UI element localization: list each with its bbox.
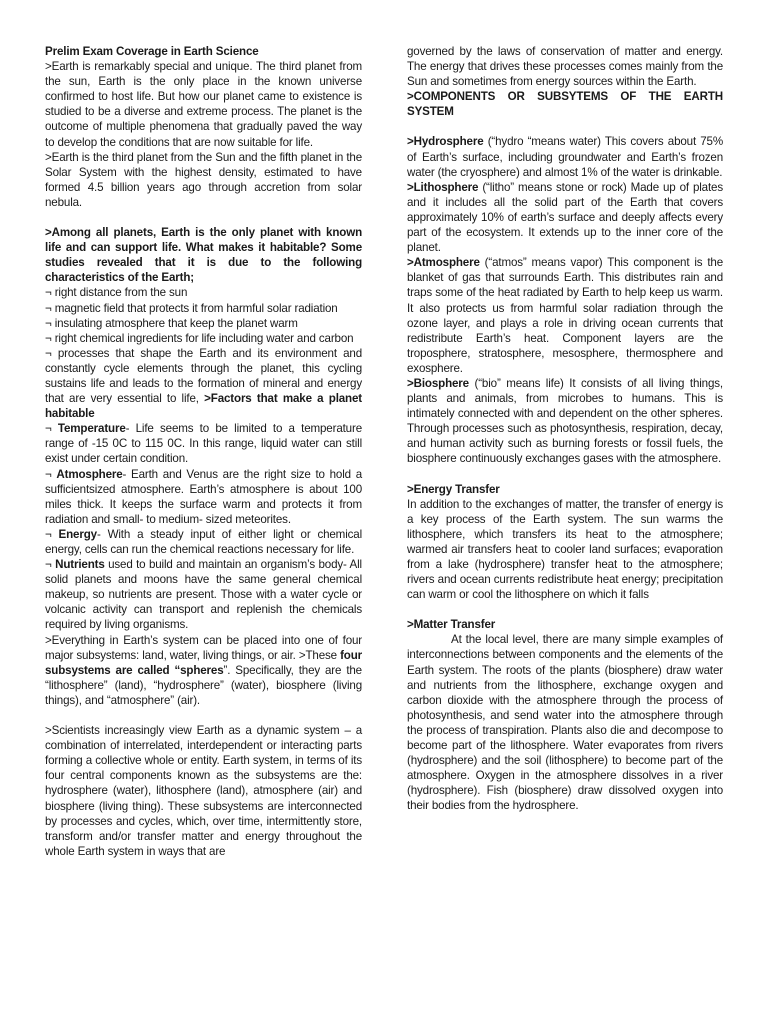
bullet-mark: ¬ bbox=[45, 316, 52, 330]
factor-energy: ¬ Energy- With a steady input of either light or chemical energy, cells can run the chemical reactions necessary for life. bbox=[45, 527, 362, 556]
left-column bbox=[45, 44, 362, 859]
factor-temperature: ¬ Temperature- Life seems to be limited to a temperature range of -15 0C to 115 0C. In this range, liquid water can still exist under certain condition. bbox=[45, 422, 362, 466]
atmosphere-paragraph: >Atmosphere (“atmos” means vapor) This component is the blanket of gas that surrounds Earth. This distributes rain and traps some of the heat radiated by Earth to help keep us warm. It also protects us from harmful solar radiation through the ozone layer, and plays a role in driving ocean currents that redistribute Earth’s heat. Component layers are the troposphere, stratosphere, mesosphere, thermosphere and exosphere. bbox=[407, 256, 723, 375]
bullet-mark: ¬ bbox=[45, 346, 52, 360]
factor-nutrients: ¬ Nutrients used to build and maintain an organism’s body- All solid planets and moons have the same general chemical makeup, so nutrients are present. Those with a water cycle or volcanic activity can transport and replenish the chemicals required by living organisms. bbox=[45, 558, 362, 632]
list-item: ¬ processes that shape the Earth and its environment and constantly cycle elements through the planet, this cycling sustains life and leads to the formation of mineral and energy that are very essential to life, >Factors that make a planet habitable bbox=[45, 346, 362, 421]
biosphere-paragraph: >Biosphere (“bio” means life) It consists of all living things, plants and animals, from microbes to humans. This is intimately connected with and dependent on the other spheres. Through processes such as photosynthesis, respiration, decay, and human activity such as burning forests or fossil fuels, the biosphere continuously exchanges gases with the atmosphere. bbox=[407, 376, 723, 466]
continued-paragraph: governed by the laws of conservation of matter and energy. The energy that drives these processes comes mainly from the Sun and sometimes from energy sources within the Earth. bbox=[407, 45, 723, 89]
list-item: ¬ right chemical ingredients for life including water and carbon bbox=[45, 331, 354, 345]
bullet-mark: ¬ bbox=[45, 301, 52, 315]
earth-facts-paragraph: >Earth is the third planet from the Sun and the fifth planet in the Solar System with the highest density, estimated to have formed 4.5 billion years ago through accretion from solar nebula. bbox=[45, 150, 362, 209]
lithosphere-paragraph: >Lithosphere (“litho” means stone or rock) Made up of plates and it includes all the solid part of the Earth that covers approximately 10% of earth’s surface and deeply affects every part of the ecosystem. It extends up to the inner core of the planet. bbox=[407, 180, 723, 255]
subsystems-paragraph: >Everything in Earth’s system can be placed into one of four major subsystems: land, water, living things, or air. >These four subsystems are called “spheres”. Specifically, they are the “lithosphere” (land), “hydrosphere” (water), biosphere (living things), and “atmosphere” (air). bbox=[45, 633, 362, 707]
dynamic-system-paragraph: >Scientists increasingly view Earth as a dynamic system – a combination of interrelated, interdependent or interacting parts forming a collective whole or entity. Earth system, in terms of its four central components known as the subsystems are the: hydrosphere (water), lithosphere (land), atmosphere (air) and biosphere (living thing). These subsystems are interconnected by processes and cycles, which, over time, intermittently store, transform and/or transfer matter and energy throughout the whole Earth system in ways that are bbox=[45, 724, 362, 858]
matter-transfer-paragraph: At the local level, there are many simple examples of interconnections between components and the elements of the Earth system. The roots of the plants (biosphere) draw water and nutrients from the lithosphere, exchange oxygen and carbon dioxide with the atmosphere through the process of photosynthesis, and send water into the atmosphere through the process of transpiration. Plants also die and decompose to become part of the lithosphere. Water evaporates from rivers (hydrosphere) and the soil (lithosphere) to become part of the atmosphere. Oxygen in the atmosphere dissolves in a river (hydrosphere). Fish (biosphere) draw dissolved oxygen into their bodies from the hydrosphere. bbox=[407, 633, 723, 813]
list-item: ¬ insulating atmosphere that keep the planet warm bbox=[45, 316, 298, 330]
list-item: ¬ right distance from the sun bbox=[45, 286, 188, 300]
bullet-mark: ¬ bbox=[45, 331, 52, 345]
energy-transfer-paragraph: In addition to the exchanges of matter, the transfer of energy is a key process of the Earth system. The sun warms the lithosphere, which transfers its heat to the atmosphere; warmed air transfers heat to cooler land surfaces; evaporation from a lake (hydrosphere) transfer heat to the atmosphere; rivers and ocean currents redistribute heat energy; precipitation can warm or cool the lithosphere on which it falls bbox=[407, 497, 723, 602]
list-item: ¬ magnetic field that protects it from harmful solar radiation bbox=[45, 301, 338, 315]
habitability-question: >Among all planets, Earth is the only planet with known life and can support life. What makes it habitable? Some studies revealed that it is due to the following characteristics of the Earth; bbox=[45, 226, 362, 285]
document-title: Prelim Exam Coverage in Earth Science bbox=[45, 45, 259, 58]
factors-heading: >Factors that make a planet habitable bbox=[45, 392, 362, 421]
bullet-mark: ¬ bbox=[45, 286, 52, 300]
intro-paragraph: >Earth is remarkably special and unique. The third planet from the sun, Earth is the only place in the known universe confirmed to host life. But how our planet came to existence is studied to be a diverse and extreme process. The planet is the outcome of multiple phenomena that gradually paved the way to develop the conditions that are now suitable for life. bbox=[45, 60, 362, 149]
energy-transfer-heading: >Energy Transfer bbox=[407, 482, 500, 496]
components-heading: >COMPONENTS OR SUBSYTEMS OF THE EARTH SYSTEM bbox=[407, 90, 723, 119]
hydrosphere-paragraph: >Hydrosphere (“hydro “means water) This covers about 75% of Earth’s surface, including groundwater and Earth’s frozen water (the cryosphere) and almost 1% of the water is drinkable. bbox=[407, 135, 723, 179]
matter-transfer-heading: >Matter Transfer bbox=[407, 618, 496, 632]
factor-atmosphere: ¬ Atmosphere- Earth and Venus are the right size to hold a sufficientsized atmosphere. Earth’s atmosphere is about 100 miles thick. It keeps the surface warm and protects it from radiation and small- to medium- sized meteorites. bbox=[45, 467, 362, 526]
right-column bbox=[407, 44, 723, 814]
